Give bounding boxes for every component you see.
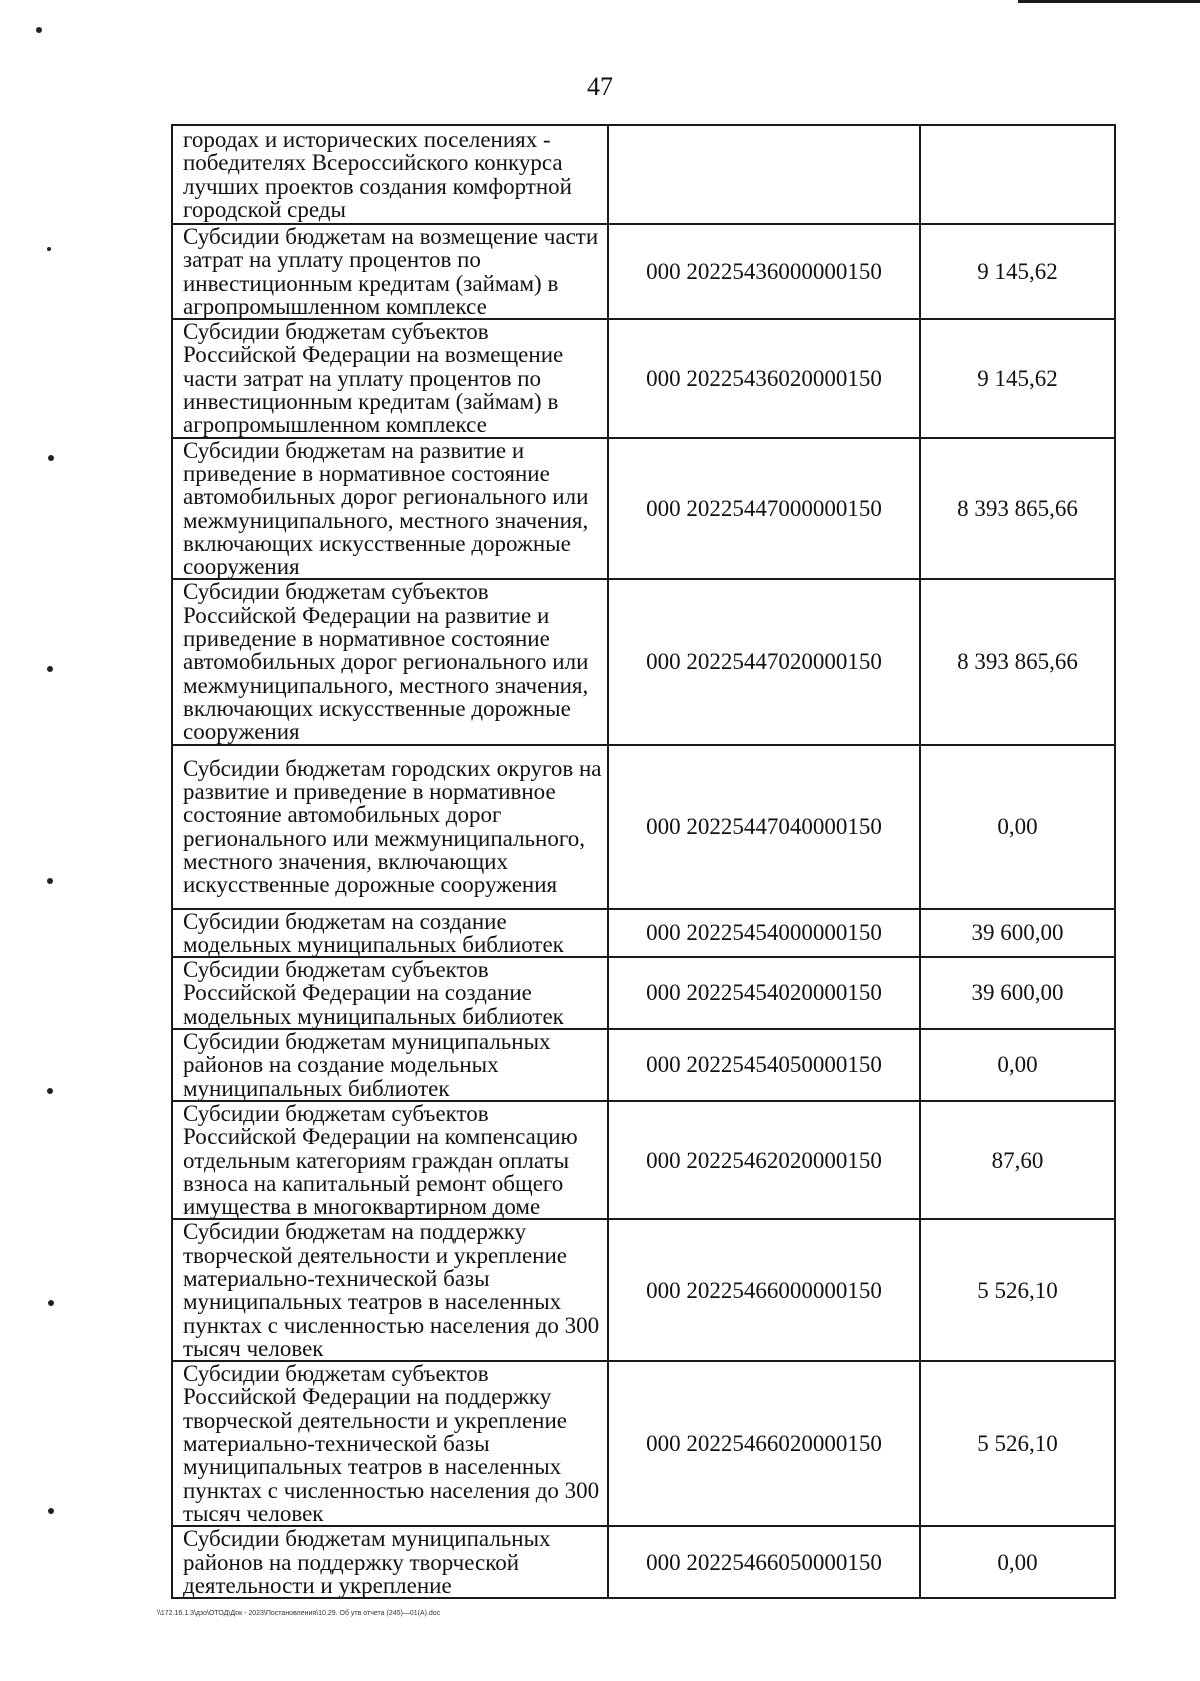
row-amount-cell: 39 600,00 — [920, 909, 1115, 958]
row-name-cell: Субсидии бюджетам на создание модельных муниципальных библиотек — [172, 909, 608, 958]
row-amount-cell: 8 393 865,66 — [920, 438, 1115, 580]
row-name-cell: Субсидии бюджетам на развитие и приведение в нормативное состояние автомобильных дорог регионального или межмуниципального, местного значения, включающих искусственные дорожные сооружения — [172, 438, 608, 580]
row-name-cell: Субсидии бюджетам муниципальных районов на создание модельных муниципальных библиотек — [172, 1029, 608, 1101]
row-name-cell: Субсидии бюджетам субъектов Российской Федерации на возмещение части затрат на уплату процентов по инвестиционным кредитам (займам) в агропромышленном комплексе — [172, 319, 608, 437]
table-row — [172, 909, 1115, 958]
row-code-cell: 000 20225447000000150 — [608, 438, 920, 580]
row-name-cell: Субсидии бюджетам на поддержку творческой деятельности и укрепление материально-технической базы муниципальных театров в населенных пунктах с численностью населения до 300 тысяч человек — [172, 1219, 608, 1361]
margin-speck — [47, 247, 51, 251]
table-row — [172, 1526, 1115, 1598]
row-code-cell: 000 20225454020000150 — [608, 957, 920, 1029]
top-edge-rule — [1018, 0, 1200, 3]
margin-speck — [47, 666, 53, 672]
row-name-cell: Субсидии бюджетам субъектов Российской Федерации на развитие и приведение в нормативное состояние автомобильных дорог регионального или межмуниципального, местного значения, включающих искусственные дорожные сооружения — [172, 579, 608, 744]
row-amount-cell: 0,00 — [920, 1029, 1115, 1101]
row-code-cell: 000 20225462020000150 — [608, 1101, 920, 1219]
row-code-cell: 000 20225454050000150 — [608, 1029, 920, 1101]
row-amount-cell: 5 526,10 — [920, 1219, 1115, 1361]
document-file-path: \\172.16.1.3\дзо\ОТОД\Док - 2023\Постановления\10.29. Об утв отчета (245)—01(А).doc — [157, 1610, 441, 1617]
row-code-cell: 000 20225447020000150 — [608, 579, 920, 744]
row-code-cell: 000 20225454000000150 — [608, 909, 920, 958]
table-row — [172, 1219, 1115, 1361]
row-code-cell — [608, 125, 920, 224]
table-row — [172, 1101, 1115, 1219]
row-name-cell: Субсидии бюджетам муниципальных районов на поддержку творческой деятельности и укрепление — [172, 1526, 608, 1598]
margin-speck — [47, 878, 53, 884]
row-name-cell: Субсидии бюджетам субъектов Российской Федерации на поддержку творческой деятельности и укрепление материально-технической базы муниципальных театров в населенных пунктах с численностью населения до 300 тысяч человек — [172, 1361, 608, 1526]
table-row — [172, 319, 1115, 437]
row-name-cell: Субсидии бюджетам субъектов Российской Федерации на создание модельных муниципальных библиотек — [172, 957, 608, 1029]
row-code-cell: 000 20225466020000150 — [608, 1361, 920, 1526]
row-name-cell: Субсидии бюджетам на возмещение части затрат на уплату процентов по инвестиционным кредитам (займам) в агропромышленном комплексе — [172, 224, 608, 319]
table-row — [172, 957, 1115, 1029]
margin-speck — [48, 1300, 54, 1306]
table-row — [172, 1029, 1115, 1101]
row-code-cell: 000 20225436020000150 — [608, 319, 920, 437]
row-code-cell: 000 20225447040000150 — [608, 745, 920, 909]
row-code-cell: 000 20225466000000150 — [608, 1219, 920, 1361]
row-amount-cell: 0,00 — [920, 1526, 1115, 1598]
row-code-cell: 000 20225466050000150 — [608, 1526, 920, 1598]
row-amount-cell — [920, 125, 1115, 224]
row-amount-cell: 9 145,62 — [920, 224, 1115, 319]
margin-speck — [48, 455, 54, 461]
row-name-cell: Субсидии бюджетам городских округов на развитие и приведение в нормативное состояние автомобильных дорог регионального или межмуниципального, местного значения, включающих искусственные дорожные сооружения — [172, 745, 608, 909]
margin-speck — [47, 1088, 53, 1094]
table-row — [172, 745, 1115, 909]
row-code-cell: 000 20225436000000150 — [608, 224, 920, 319]
margin-speck — [36, 27, 42, 33]
margin-speck — [48, 1508, 54, 1514]
table-row — [172, 438, 1115, 580]
row-amount-cell: 87,60 — [920, 1101, 1115, 1219]
row-name-cell: городах и исторических поселениях - победителях Всероссийского конкурса лучших проектов создания комфортной городской среды — [172, 125, 608, 224]
row-amount-cell: 0,00 — [920, 745, 1115, 909]
page-number: 47 — [587, 72, 613, 101]
table-row — [172, 125, 1115, 224]
table-row — [172, 224, 1115, 319]
budget-revenue-table — [171, 124, 1116, 1599]
row-amount-cell: 5 526,10 — [920, 1361, 1115, 1526]
table-row — [172, 579, 1115, 744]
row-amount-cell: 9 145,62 — [920, 319, 1115, 437]
row-name-cell: Субсидии бюджетам субъектов Российской Федерации на компенсацию отдельным категориям граждан оплаты взноса на капитальный ремонт общего имущества в многоквартирном доме — [172, 1101, 608, 1219]
row-amount-cell: 8 393 865,66 — [920, 579, 1115, 744]
table-row — [172, 1361, 1115, 1526]
row-amount-cell: 39 600,00 — [920, 957, 1115, 1029]
